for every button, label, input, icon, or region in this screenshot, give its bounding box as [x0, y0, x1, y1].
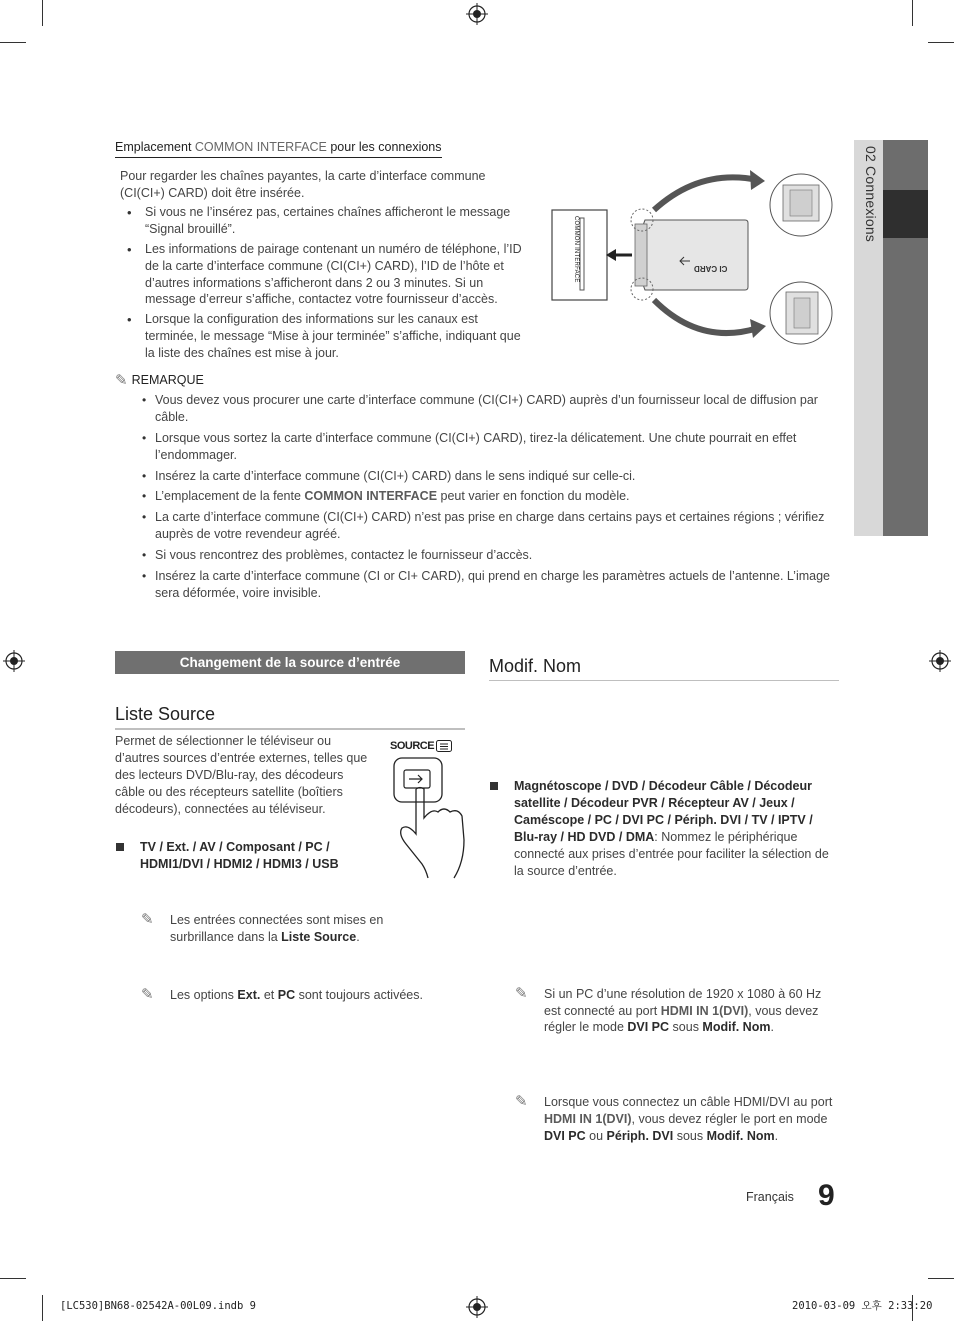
- list-item: • Insérez la carte d’interface commune (CI or CI+ CARD), qui prend en charge les paramètres actuels de l’antenne. L’image sera déformée, voire invisible.: [140, 568, 830, 602]
- ci-card-label: CI CARD: [694, 263, 728, 273]
- chapter-tab-marker: [883, 190, 928, 238]
- list-item: • Si vous rencontrez des problèmes, contactez le fournisseur d’accès.: [140, 547, 830, 564]
- crop-mark: [0, 42, 26, 43]
- list-item: • L’emplacement de la fente COMMON INTERFACE peut varier en fonction du modèle.: [140, 488, 830, 505]
- registration-mark-icon: [3, 650, 25, 672]
- remarque-heading: ✎ REMARQUE: [115, 371, 204, 389]
- pencil-note-icon: ✎: [141, 910, 154, 928]
- crop-mark: [912, 0, 913, 26]
- list-item: • La carte d’interface commune (CI(CI+) CARD) n’est pas prise en charge dans certains pays et certaines régions ; vérifiez auprès de votre revendeur agréé.: [140, 509, 830, 543]
- pencil-note-icon: ✎: [515, 984, 528, 1002]
- remarque-list: [140, 392, 830, 606]
- footer-language: Français: [746, 1190, 794, 1204]
- list-item: • Lorsque la configuration des informations sur les canaux est terminée, le message “Mise à jour terminée” s’affiche, indiquant que la liste des chaînes est mise à jour.: [121, 311, 523, 362]
- registration-mark-icon: [929, 650, 951, 672]
- pencil-note-icon: ✎: [115, 371, 128, 389]
- list-item: • Si vous ne l’insérez pas, certaines chaînes afficheront le message “Signal brouillé”.: [121, 204, 523, 238]
- registration-mark-icon: [466, 3, 488, 25]
- source-button-label: SOURCE: [390, 739, 452, 754]
- ci-section-title: Emplacement COMMON INTERFACE pour les connexions: [115, 139, 442, 158]
- liste-source-note: ✎ Les options Ext. et PC sont toujours activées.: [141, 985, 423, 1003]
- pencil-note-icon: ✎: [515, 1093, 528, 1111]
- crop-mark: [0, 1278, 26, 1279]
- liste-source-sources-item: TV / Ext. / AV / Composant / PC / HDMI1/DVI / HDMI2 / HDMI3 / USB: [115, 839, 375, 873]
- modif-nom-note: ✎ Lorsque vous connectez un câble HDMI/DVI au port HDMI IN 1(DVI), vous devez régler le port en mode DVI PC ou Périph. DVI sous Modif. Nom.: [515, 1093, 833, 1143]
- list-item: • Les informations de pairage contenant un numéro de téléphone, l’ID de la carte d’interface commune (CI(CI+) CARD), l’ID de l’hôte et d’autres informations s’afficheront dans 2 ou 3 minutes. Si un message d’erreur s’affiche, contactez votre fournisseur d’accès.: [121, 241, 523, 309]
- page-number: 9: [818, 1179, 835, 1212]
- crop-mark: [42, 1295, 43, 1321]
- list-item: • Insérez la carte d’interface commune (CI(CI+) CARD) dans le sens indiqué sur celle-ci.: [140, 468, 830, 485]
- common-interface-slot-label: COMMON INTERFACE: [573, 216, 580, 283]
- modif-nom-item: Magnétoscope / DVD / Décodeur Câble / Décodeur satellite / Décodeur PVR / Récepteur AV / Jeux / Caméscope / PC / DVI PC / Périph. DVI / TV / IPTV / Blu-ray / HD DVD / DMA: Nommez le périphérique connecté aux prises d’entrée pour faciliter la sélection de la source d’entrée.: [489, 778, 834, 879]
- registration-mark-icon: [466, 1296, 488, 1318]
- list-item: • Lorsque vous sortez la carte d’interface commune (CI(CI+) CARD), tirez-la délicatement. Une chute pourrait en effet l’endommager.: [140, 430, 830, 464]
- print-slug-file: [LC530]BN68-02542A-00L09.indb 9: [60, 1300, 256, 1312]
- modif-nom-heading: Modif. Nom: [489, 654, 839, 681]
- list-item: • Vous devez vous procurer une carte d’interface commune (CI(CI+) CARD) auprès d’un fournisseur local de diffusion par câble.: [140, 392, 830, 426]
- modif-nom-note: ✎ Si un PC d’une résolution de 1920 x 1080 à 60 Hz est connecté au port HDMI IN 1(DVI), vous devez régler le mode DVI PC sous Modif. Nom.: [515, 984, 822, 1035]
- crop-mark: [928, 1278, 954, 1279]
- ci-intro: Pour regarder les chaînes payantes, la carte d’interface commune (CI(CI+) CARD) doit être insérée.: [120, 169, 486, 200]
- crop-mark: [42, 0, 43, 26]
- liste-source-note: ✎ Les entrées connectées sont mises en surbrillance dans la Liste Source.: [141, 910, 384, 944]
- ci-bullet-list: [121, 204, 523, 365]
- section-header-bar: Changement de la source d’entrée: [115, 651, 465, 674]
- ci-card-illustration: [550, 168, 840, 353]
- liste-source-description: Permet de sélectionner le téléviseur ou d’autres sources d’entrée externes, telles que des lecteurs DVD/Blu-ray, des décodeurs câble ou des récepteurs satellite (boîtiers décodeurs), connectées au téléviseur.: [115, 734, 368, 816]
- liste-source-heading: Liste Source: [115, 702, 465, 730]
- pencil-note-icon: ✎: [141, 985, 154, 1003]
- crop-mark: [928, 42, 954, 43]
- print-slug-timestamp: 2010-03-09 오후 2:33:20: [792, 1300, 933, 1312]
- hand-pressing-source-button-icon: [392, 756, 468, 880]
- source-list-icon: [436, 740, 452, 752]
- chapter-tab-label: 02 Connexions: [863, 146, 879, 242]
